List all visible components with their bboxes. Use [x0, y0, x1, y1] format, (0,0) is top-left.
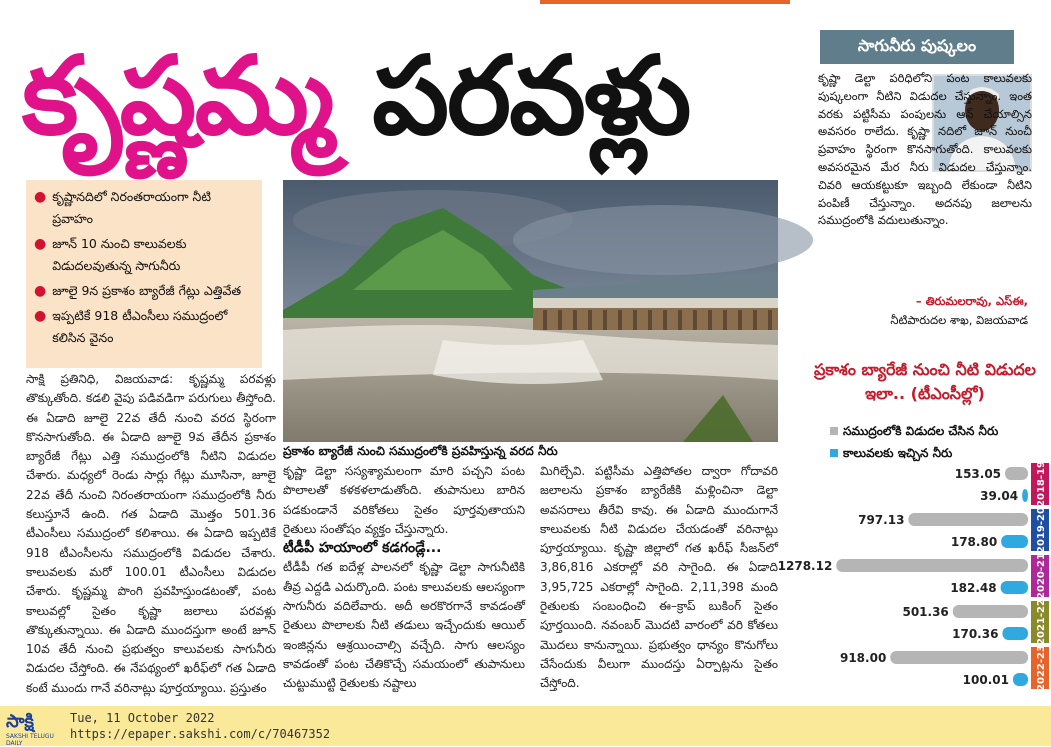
bar-label-canal-2020-21: 182.48	[950, 581, 997, 595]
highlight-item: ● జూన్ 10 నుంచి కాలువలకు విడుదలవుతున్న సాగునీరు	[34, 236, 187, 273]
bar-sea-2022-23	[890, 651, 1028, 664]
chart-title: ప్రకాశం బ్యారేజీ నుంచి నీటి విడుదల ఇలా.. (టీఎంసీల్లో)	[813, 360, 1037, 403]
bar-label-sea-2020-21: 1278.12	[777, 559, 833, 573]
bar-label-canal-2018-19: 39.04	[980, 489, 1019, 503]
bar-sea-2018-19	[1005, 467, 1028, 480]
bar-label-sea-2018-19: 153.05	[954, 467, 1002, 481]
bar-sea-2019-20	[908, 513, 1028, 526]
bar-sea-2020-21	[836, 559, 1028, 572]
headline-part1: కృష్ణమ్మ	[22, 34, 333, 159]
chart-legend	[830, 420, 998, 464]
signature-name: – తిరుమలరావు, ఎస్ఈ,	[915, 294, 1028, 308]
bar-label-canal-2021-22: 170.36	[952, 627, 999, 641]
bar-canal-2020-21	[1001, 581, 1028, 594]
highlight-item: ● ఇప్పటికే 918 టీఎంసీలు సముద్రంలో కలిసిన వైనం	[34, 308, 228, 345]
sakshi-logo: సాక్షి SAKSHI TELUGU DAILY	[6, 711, 54, 747]
footer-bar	[0, 706, 1051, 746]
photo-caption: ప్రకాశం బ్యారేజీ నుంచి సముద్రంలోకి ప్రవహిస్తున్న వరద నీరు	[283, 444, 558, 458]
year-label-2022-23: 2022-23	[1036, 645, 1047, 691]
legend-item-sea: సముద్రంలోకి విడుదల చేసిన నీరు	[830, 420, 998, 442]
sidebar-title: సాగునీరు పుష్కలం	[820, 30, 1014, 64]
chart-svg	[777, 461, 1051, 695]
bar-label-sea-2022-23: 918.00	[839, 651, 887, 665]
barrage-photo	[283, 180, 778, 442]
highlights-box	[26, 180, 262, 368]
sidebar-quote-box	[812, 66, 1034, 336]
bar-canal-2019-20	[1001, 535, 1028, 548]
year-label-2021-22: 2021-22	[1036, 599, 1047, 645]
article-paragraph: టీడీపీ గత ఐదేళ్ల పాలనలో కృష్ణా డెల్టా సాగునీటికి తీవ్ర ఎద్దడి ఎదుర్కొంది. పంట కాలువలకు ఆలస్యంగా సాగునీరు వదిలేవారు. అదీ అరకొరగానే కావడంతో రైతులు పొలాలకు నీటి తడులు ఇచ్చేందుకు ఆయిల్ ఇంజిన్లను ఆశ్రయించాల్సి వచ్చేది. సాగు ఆలస్యం కావడంతో పంట చేతికొచ్చే సమయంలో తుపానులు చుట్టుముట్టి రైతులకు నష్టాలు	[283, 560, 525, 691]
sidebar-signature	[890, 292, 1028, 330]
article-column-1: సాక్షి ప్రతినిధి, విజయవాడ: కృష్ణమ్మ పరవళ్లు తొక్కుతోంది. కడలి వైపు పడివడిగా పరుగులు తీస్తోంది. ఈ ఏడాది జూలై 22వ తేదీ నుంచి వరద స్థిరంగా కొనసాగుతోంది. ఈ ఏడాది జూలై 9వ తేదీన ప్రకాశం బ్యారేజీ గేట్లు ఎత్తి సముద్రంలోకి నీటిని విడుదల చేశారు. మధ్యలో రెండు సార్లు గేట్లు మూసినా, జూలై 22వ తేదీ నుంచి నిరంతరాయంగా సముద్రంలోకి నీరు కలుస్తూనే ఉంది. గత ఏడాది మొత్తం 501.36 టీఎంసీలు సముద్రంలో కలిశాయి. ఈ ఏడాది ఇప్పటికే 918 టీఎంసీలను సముద్రంలోకి విడుదల చేశారు. కాలువలకు మరో 100.01 టీఎంసీలు విడుదల చేశారు. కృష్ణమ్మ పొంగి ప్రవహిస్తుండటంతో, పంట కాలువల్లో సైతం కృష్ణా జలాలు పరవళ్లు తొక్కుతున్నాయి. ఈ ఏడాది ముందస్తుగా అంటే జూన్ 10వ తేదీ నుంచి ప్రభుత్వం కాలువలకు సాగునీరు విడుదల చేస్తోంది. ఈ నేపథ్యంలో ఖరీఫ్‌లో గత ఏడాది కంటే ముందు గానే వరినాట్లు పూర్తయ్యాయి. ప్రస్తుతం	[26, 372, 276, 695]
year-label-2018-19: 2018-19	[1036, 461, 1047, 507]
bar-sea-2021-22	[953, 605, 1028, 618]
bar-canal-2022-23	[1013, 673, 1028, 686]
bar-label-canal-2022-23: 100.01	[962, 673, 1009, 687]
bar-label-sea-2021-22: 501.36	[902, 605, 949, 619]
bar-canal-2018-19	[1022, 489, 1028, 502]
footer-url[interactable]: https://epaper.sakshi.com/c/70467352	[70, 727, 331, 741]
signature-department: నీటిపారుదల శాఖ, విజయవాడ	[890, 313, 1028, 327]
footer-date: Tue, 11 October 2022	[70, 711, 215, 725]
water-release-chart	[777, 461, 1051, 695]
article-column-3: మిగిల్చేవి. పట్టిసీమ ఎత్తిపోతల ద్వారా గోదావరి జలాలను ప్రకాశం బ్యారేజీకి మళ్లించినా డెల్టా అవసరాలు తీరేవి కావు. ఈ ఏడాది ముందుగానే కాలువలకు నీటి విడుదల చేయడంతో వరినాట్లు పూర్తయ్యాయి. కృష్ణా జిల్లాలో గత ఖరీఫ్ సీజన్‌లో 3,86,816 ఎకరాల్లో వరి సాగైంది. ఈ ఏడాది 3,95,725 ఎకరాల్లో సాగైంది. 2,11,398 మంది రైతులకు సంబంధించి ఈ–క్రాప్ బుకింగ్ సైతం పూర్తయింది. నవంబర్ మొదటి వారంలో వరి కోతలు మొదలు కానున్నాయి. ప్రభుత్వం ధాన్యం కొనుగోలు చేసేందుకు వీలుగా ముందస్తు ఏర్పాట్లను సైతం చేస్తోంది.	[540, 464, 778, 691]
year-label-2020-21: 2020-21	[1036, 553, 1047, 599]
bar-label-sea-2019-20: 797.13	[858, 513, 905, 527]
sidebar-text: కృష్ణా డెల్టా పరిధిలోని పంట కాలువలకు పుష్కలంగా నీటిని విడుదల చేస్తున్నాం. ఇంత వరకు పట్టిసీమ పంపులను ఆన్ చేయాల్సిన అవసరం రాలేదు. కృష్ణా నదిలో జూన్ నుంచీ ప్రవాహం స్థిరంగా కొనసాగుతోంది. కాలువలకు అవసరమైన మేర నీరు విడుదల చేస్తున్నాం. చివరి ఆయకట్టుకూ ఇబ్బంది లేకుండా నీటిని పంపిణీ చేస్తున్నాం. అదనపు జలాలను సముద్రంలోకి వదులుతున్నాం.	[818, 71, 1032, 228]
article-column-2	[283, 462, 525, 694]
headline	[22, 22, 689, 172]
headline-part2: పరవళ్లు	[372, 34, 690, 159]
article-subhead: టీడీపీ హయాంలో కడగండ్లే...	[283, 540, 442, 557]
bar-label-canal-2019-20: 178.80	[950, 535, 998, 549]
year-label-2019-20: 2019-20	[1036, 507, 1047, 553]
top-accent-bar	[540, 0, 790, 4]
article-paragraph: కృష్ణా డెల్టా సస్యశ్యామలంగా మారి పచ్చని పంట పొలాలతో కళకళలాడుతోంది. తుపానులు బారిన పడకుండానే వరికోతలు సైతం పూర్తవుతాయని రైతులు సంతోషం వ్యక్తం చేస్తున్నారు.	[283, 464, 525, 536]
highlight-item: ● జూలై 9న ప్రకాశం బ్యారేజీ గేట్లు ఎత్తివేత	[34, 283, 242, 299]
bar-canal-2021-22	[1002, 627, 1028, 640]
legend-item-canals: కాలువలకు ఇచ్చిన నీరు	[830, 442, 998, 464]
footer-info	[70, 710, 330, 742]
highlight-item: ● కృష్ణానదిలో నిరంతరాయంగా నీటి ప్రవాహం	[34, 189, 211, 226]
